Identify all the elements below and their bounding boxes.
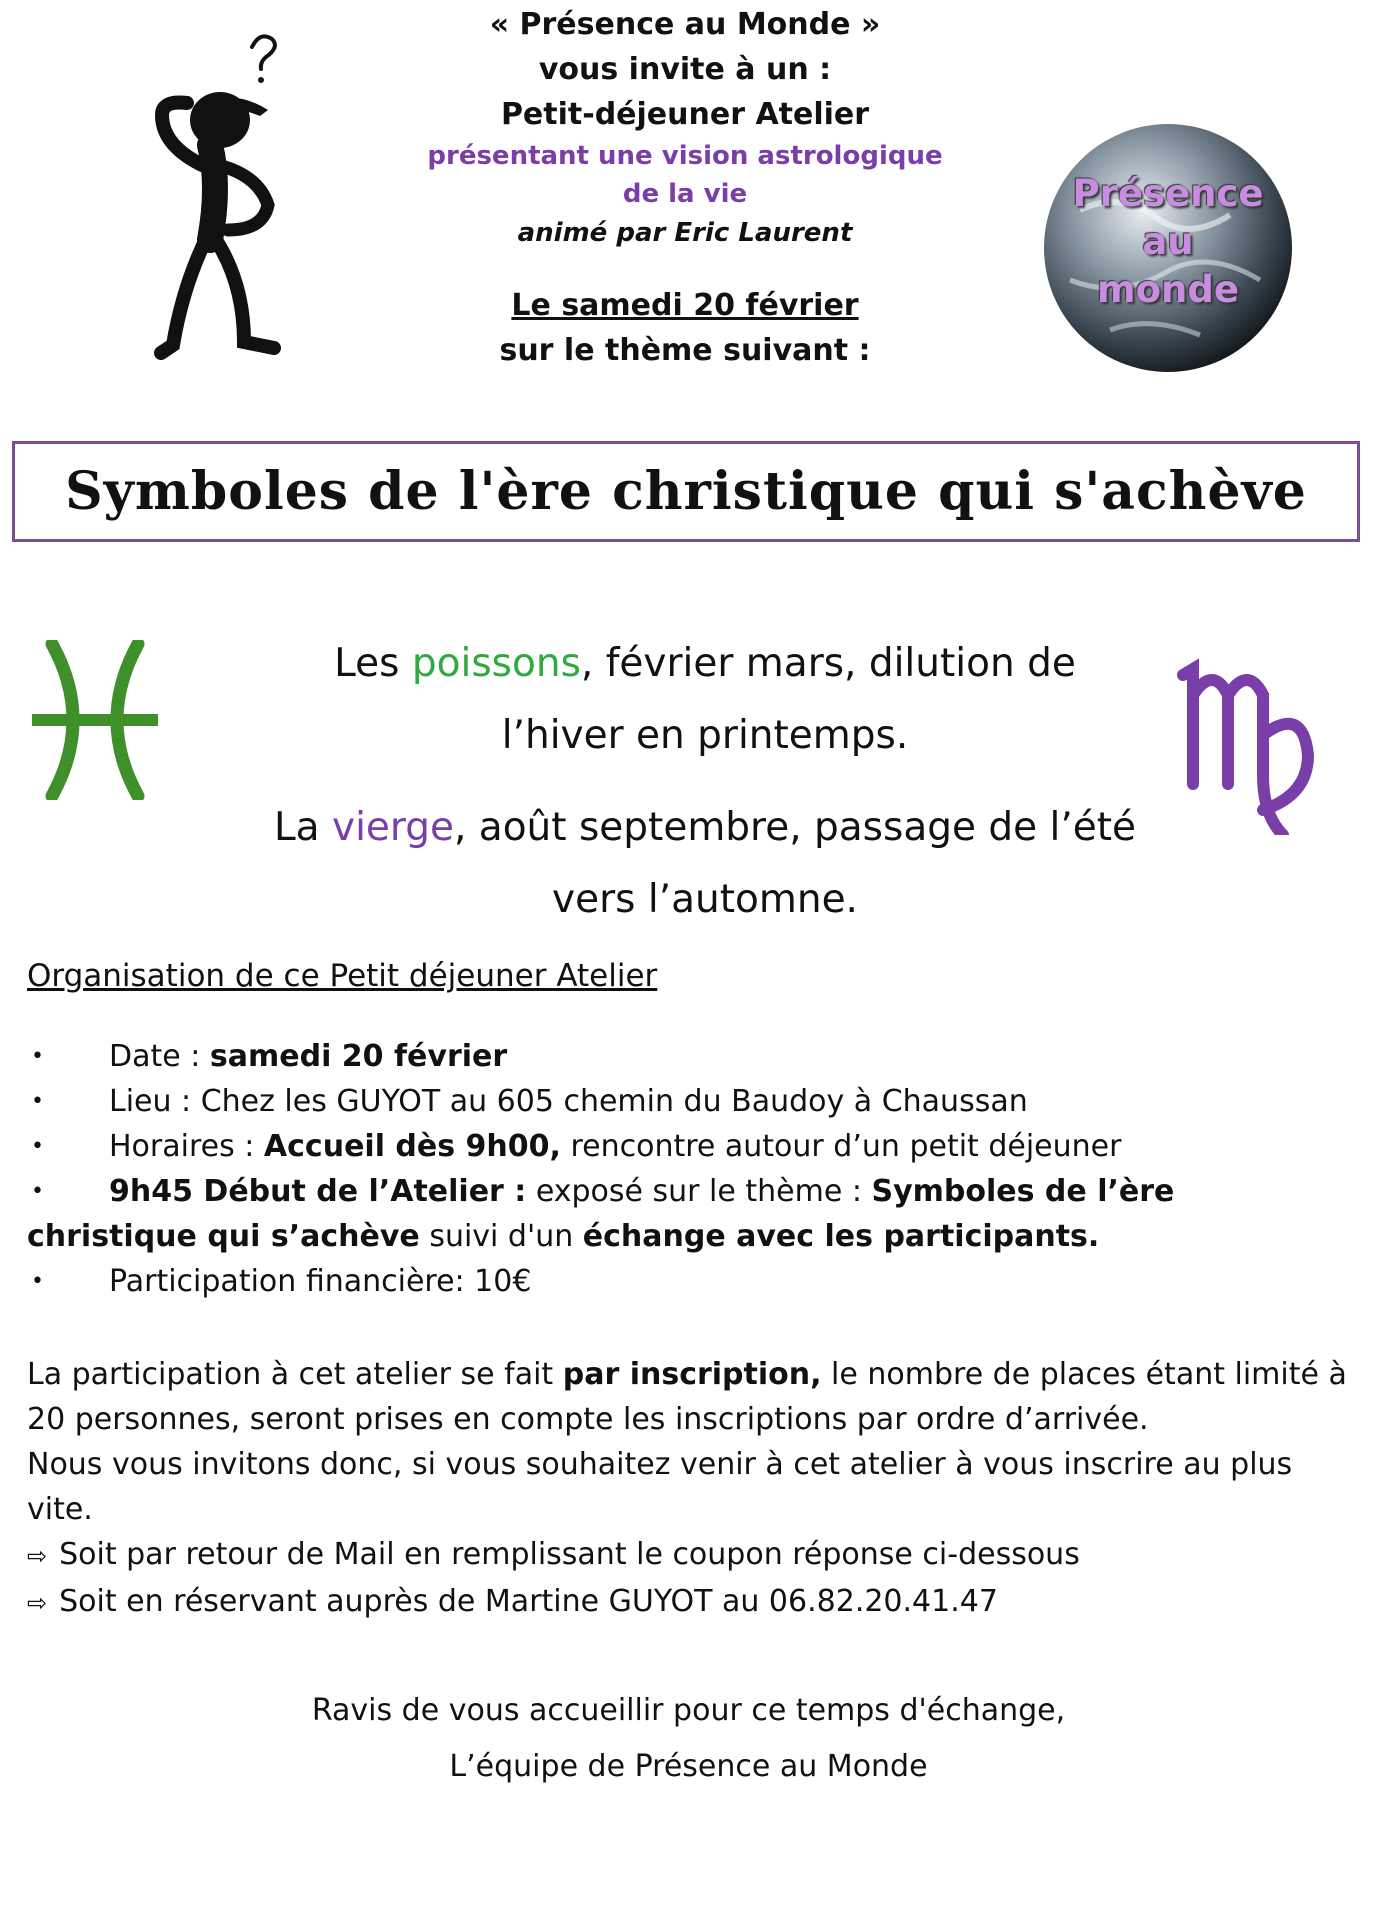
logo-line-3: monde — [1097, 268, 1239, 311]
invitation-text: Nous vous invitons donc, si vous souhaitez venir à cet atelier à vous inscrire au plus vite. — [27, 1447, 1293, 1527]
header-invite: vous invite à un : — [538, 52, 832, 87]
option-mail: ⇨ Soit par retour de Mail en remplissant le coupon réponse ci-dessous — [27, 1537, 1080, 1572]
theme-title: Symboles de l'ère christique qui s'achève — [65, 461, 1307, 522]
header-presenter: animé par Eric Laurent — [517, 218, 853, 248]
header-org-name: « Présence au Monde » — [489, 7, 881, 42]
zodiac-line-4: vers l’automne. — [552, 877, 858, 922]
invitation-header — [380, 0, 990, 373]
bullet: • — [31, 1089, 44, 1114]
logo-line-1: Présence — [1072, 172, 1264, 215]
zodiac-line-2: l’hiver en printemps. — [501, 713, 909, 758]
header-subtitle-2: de la vie — [622, 179, 748, 209]
zodiac-description — [180, 628, 1230, 936]
list-item-lieu: • Lieu : Chez les GUYOT au 605 chemin du Baudoy à Chaussan — [27, 1079, 1347, 1124]
organisation-list — [27, 1034, 1347, 1304]
bullet: • — [31, 1269, 44, 1294]
header-theme-intro: sur le thème suivant : — [499, 333, 871, 368]
bullet: • — [31, 1179, 44, 1204]
presence-au-monde-logo — [1040, 120, 1296, 376]
list-item-participation: • Participation financière: 10€ — [27, 1259, 1347, 1304]
theme-title-box — [12, 441, 1360, 542]
inscription-text: La participation à cet atelier se fait par inscription, le nombre de places étant limité à 20 personnes, seront prises en compte les inscriptions par ordre d’arrivée. — [27, 1357, 1347, 1437]
arrow-right-icon: ⇨ — [27, 1542, 48, 1570]
bullet: • — [31, 1044, 44, 1069]
list-item-date: • Date : samedi 20 février — [27, 1034, 1347, 1079]
logo-line-2: au — [1142, 220, 1194, 263]
header-event-type: Petit-déjeuner Atelier — [500, 97, 870, 132]
organisation-heading: Organisation de ce Petit déjeuner Atelier — [27, 958, 658, 994]
inscription-paragraph — [27, 1352, 1357, 1626]
vierge-word: vierge — [331, 805, 454, 850]
arrow-right-icon: ⇨ — [27, 1589, 48, 1617]
closing-line-1: Ravis de vous accueillir pour ce temps d'échange, — [311, 1693, 1066, 1728]
bullet: • — [31, 1134, 44, 1159]
zodiac-line-3: La vierge, août septembre, passage de l’été — [273, 805, 1137, 850]
header-date: Le samedi 20 février — [511, 288, 859, 323]
closing-signature: L’équipe de Présence au Monde — [449, 1749, 928, 1784]
poissons-word: poissons — [411, 641, 581, 686]
option-phone: ⇨ Soit en réservant auprès de Martine GUYOT au 06.82.20.41.47 — [27, 1584, 998, 1619]
zodiac-line-1: Les poissons, février mars, dilution de — [334, 641, 1076, 686]
thinking-stick-figure-icon — [140, 25, 340, 365]
pisces-symbol-icon — [30, 640, 160, 800]
list-item-horaires: • Horaires : Accueil dès 9h00, rencontre autour d’un petit déjeuner — [27, 1124, 1347, 1169]
closing — [0, 1683, 1377, 1795]
header-subtitle: présentant une vision astrologique — [427, 141, 943, 171]
list-item-atelier: • 9h45 Début de l’Atelier : exposé sur le thème : Symboles de l’ère christique qui s’achève suivi d'un échange avec les participants. — [27, 1169, 1347, 1259]
